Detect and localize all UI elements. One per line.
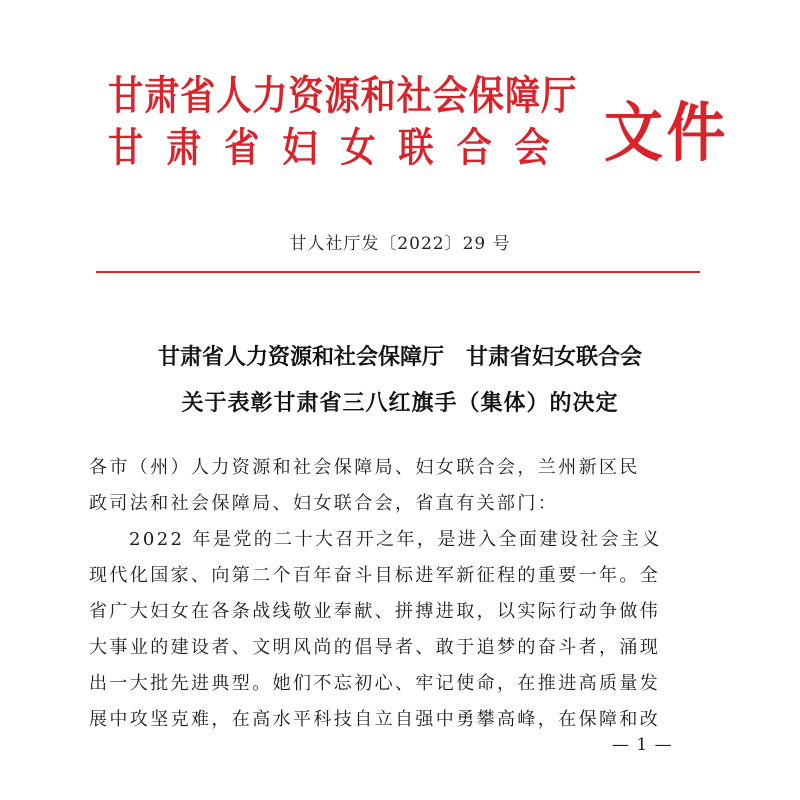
document-title-line-1: 甘肃省人力资源和社会保障厅 甘肃省妇女联合会 [157,344,642,370]
document-title-line-2: 关于表彰甘肃省三八红旗手（集体）的决定 [181,390,619,416]
document-body [89,450,699,738]
body-line: 出一大批先进典型。她们不忘初心、牢记使命，在推进高质量发 [89,673,661,694]
body-line: 现代化国家、向第二个百年奋斗目标进军新征程的重要一年。全 [89,565,661,586]
letterhead [108,66,730,186]
letterhead-doc-suffix: 文件 [604,97,730,171]
letterhead-org-1: 甘肃省人力资源和社会保障厅 [108,73,578,119]
body-line: 大事业的建设者、文明风尚的倡导者、敢于追梦的奋斗者，涌现 [89,637,661,658]
red-divider [96,271,700,273]
document-number: 甘人社厅发〔2022〕29 号 [289,234,511,254]
body-line: 展中攻坚克难，在高水平科技自立自强中勇攀高峰，在保障和改 [89,709,661,730]
body-line: 2022 年是党的二十大召开之年，是进入全面建设社会主义 [129,529,662,550]
body-line: 各市（州）人力资源和社会保障局、妇女联合会，兰州新区民 [89,457,640,478]
letterhead-org-2: 甘肃省妇女联合会 [108,125,573,171]
page-number: — 1 — [612,735,673,755]
body-line: 省广大妇女在各条战线敬业奉献、拼搏进取，以实际行动争做伟 [89,601,661,622]
body-line: 政司法和社会保障局、妇女联合会，省直有关部门： [89,493,559,514]
